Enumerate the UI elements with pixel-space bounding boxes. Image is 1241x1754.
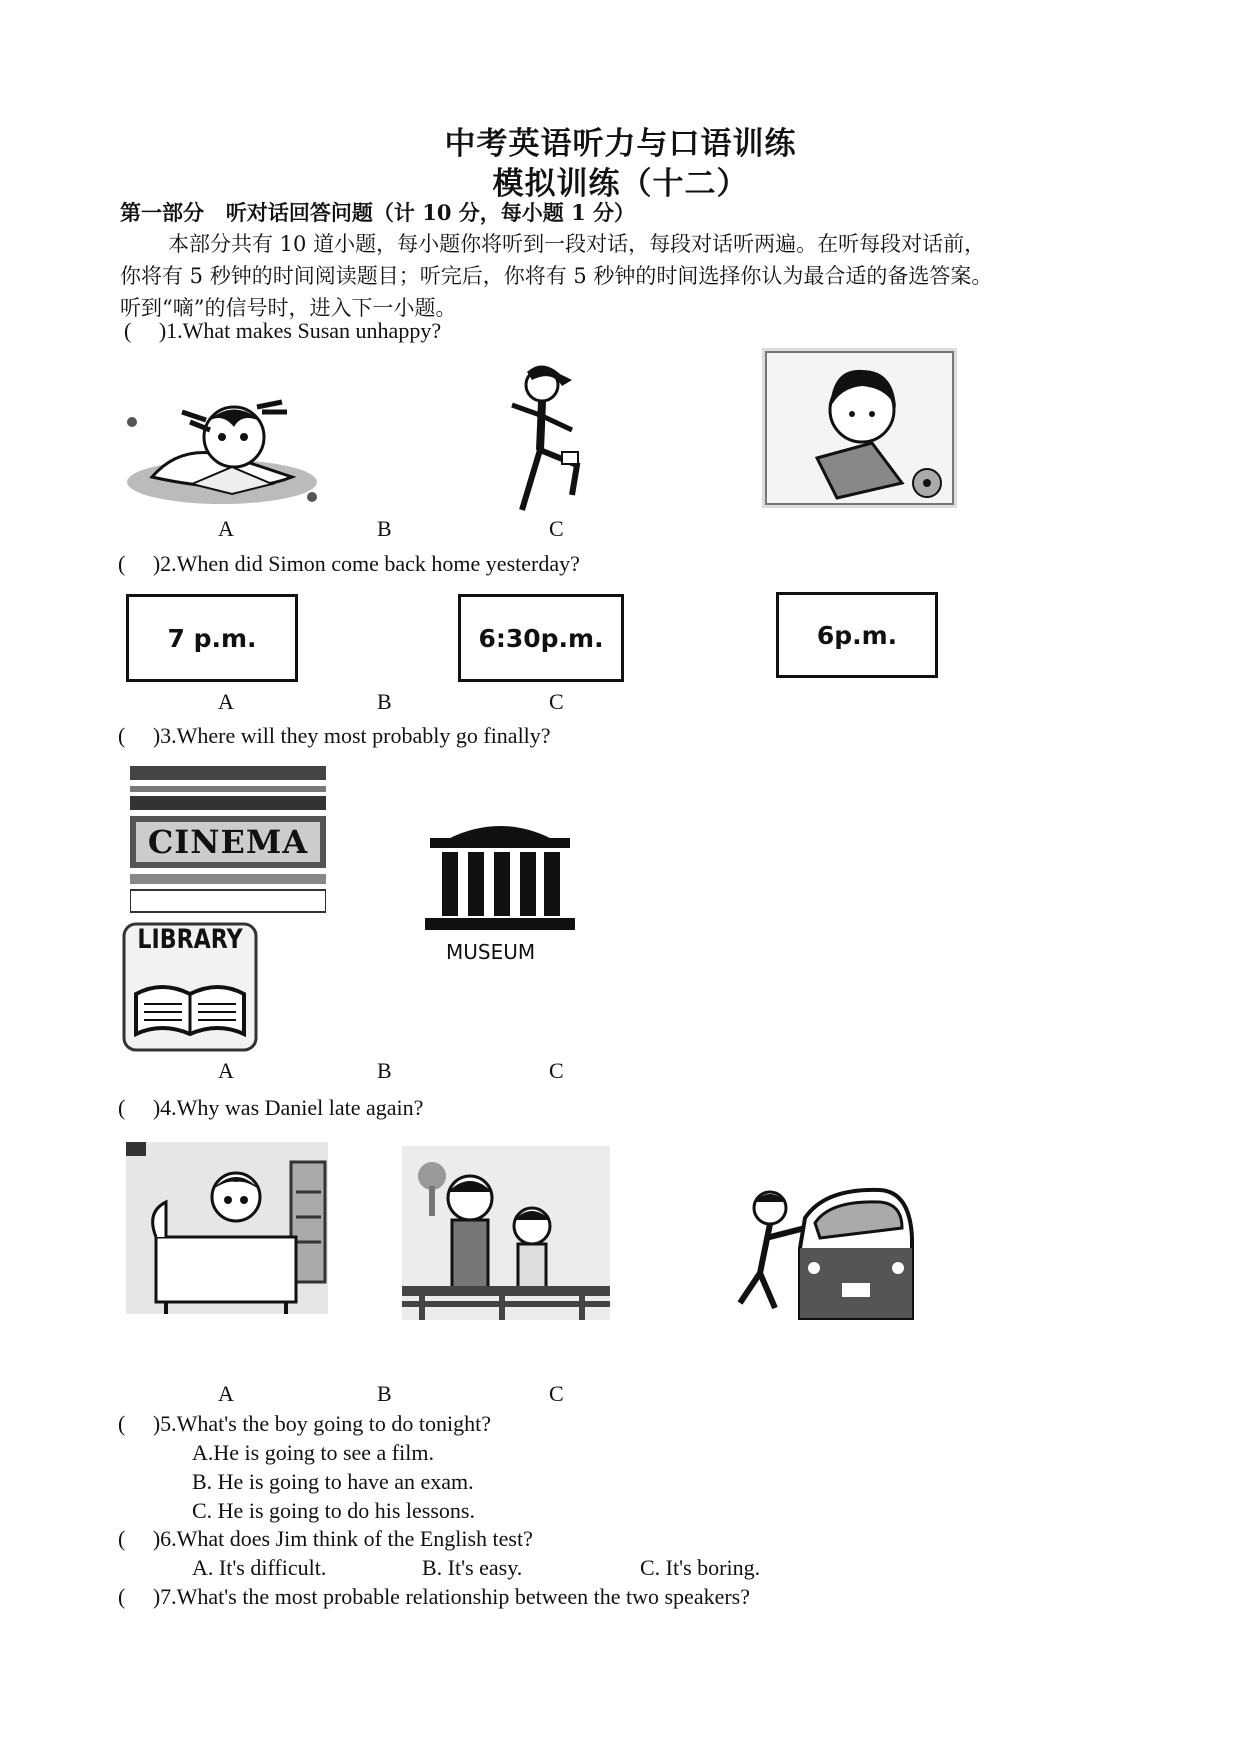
library-sign-icon (122, 922, 258, 1052)
cinema-sign-icon (130, 766, 326, 916)
time-option-a: 7 p.m. (126, 594, 298, 682)
section-intro (120, 228, 1140, 324)
question-2: ( )2.When did Simon come back home yesterday? (118, 551, 580, 576)
intro-line-3: 听到“嘀”的信号时，进入下一小题。 (120, 296, 457, 320)
page-subtitle: 模拟训练（十二） (492, 166, 749, 202)
q1-option-b-label: B (377, 516, 392, 541)
museum-text: MUSEUM (446, 940, 536, 964)
q5-option-b: B. He is going to have an exam. (192, 1469, 474, 1494)
q2-option-b-label: B (377, 689, 392, 714)
intro-line-1: 本部分共有 10 道小题，每小题你将听到一段对话，每段对话听两遍。在听每段对话前， (168, 232, 986, 256)
time-option-c: 6p.m. (776, 592, 938, 678)
q3-option-a-label: A (218, 1058, 234, 1083)
q4-option-b-label: B (377, 1381, 392, 1406)
q1-option-c-label: C (549, 516, 564, 541)
q6-option-a: A. It's difficult. (192, 1555, 327, 1580)
q6-option-b: B. It's easy. (422, 1555, 523, 1580)
cinema-text: CINEMA (147, 823, 309, 861)
q4-option-c-label: C (549, 1381, 564, 1406)
q6-option-c: C. It's boring. (640, 1555, 761, 1580)
question-7: ( )7.What's the most probable relationship between the two speakers? (118, 1584, 750, 1609)
question-1: ( )1.What makes Susan unhappy? (124, 318, 442, 343)
q5-option-a: A.He is going to see a film. (192, 1440, 434, 1465)
girl-reading-icon (122, 382, 322, 512)
museum-building-icon (420, 816, 580, 934)
time-option-b: 6:30p.m. (458, 594, 624, 682)
q2-option-c-label: C (549, 689, 564, 714)
question-6: ( )6.What does Jim think of the English test? (118, 1526, 533, 1551)
section-heading: 第一部分 听对话回答问题（计 10 分，每小题 1 分） (120, 200, 636, 225)
q4-option-a-label: A (218, 1381, 234, 1406)
boy-in-bed-icon (126, 1142, 328, 1314)
q3-option-c-label: C (549, 1058, 564, 1083)
q2-option-a-label: A (218, 689, 234, 714)
intro-line-2: 你将有 5 秒钟的时间阅读题目；听完后，你将有 5 秒钟的时间选择你认为最合适的备选答案。 (120, 264, 993, 288)
question-4: ( )4.Why was Daniel late again? (118, 1095, 424, 1120)
man-pushing-car-icon (730, 1178, 920, 1328)
q3-option-b-label: B (377, 1058, 392, 1083)
library-text: LIBRARY (137, 924, 243, 955)
father-and-son-icon (402, 1146, 610, 1320)
girl-running-icon (492, 360, 592, 520)
question-3: ( )3.Where will they most probably go finally? (118, 723, 551, 748)
page-title: 中考英语听力与口语训练 (444, 126, 797, 162)
q1-option-a-label: A (218, 516, 234, 541)
girl-computer-icon (762, 348, 957, 508)
question-5: ( )5.What's the boy going to do tonight? (118, 1411, 492, 1436)
q5-option-c: C. He is going to do his lessons. (192, 1498, 475, 1523)
